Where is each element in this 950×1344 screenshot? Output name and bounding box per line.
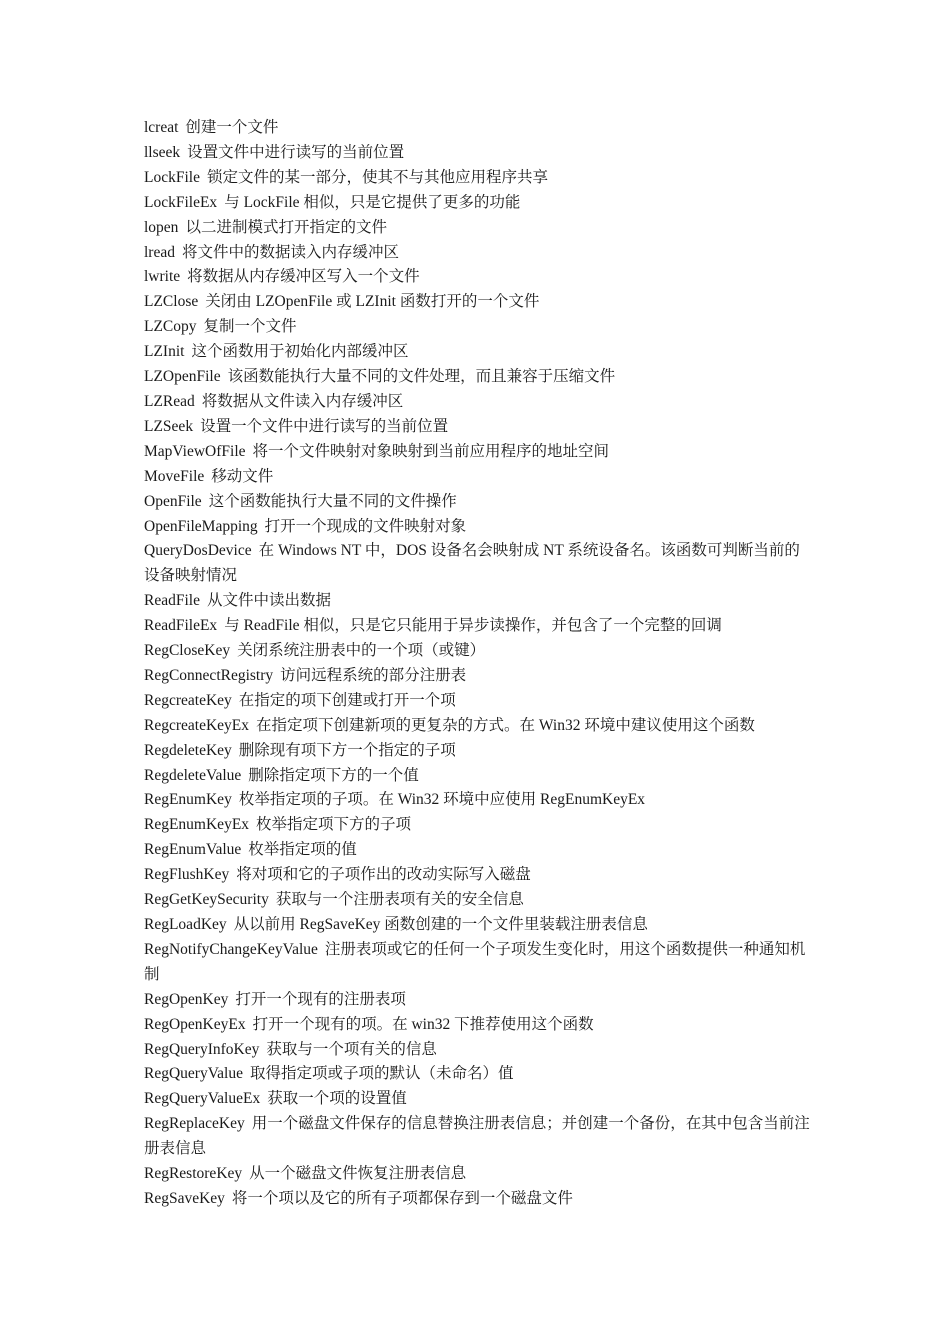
api-entry [144, 290, 812, 315]
api-entry [144, 614, 812, 639]
api-function-name: ReadFile [144, 592, 200, 610]
api-function-name: OpenFileMapping [144, 517, 258, 535]
api-entry [144, 1013, 812, 1038]
api-entry [144, 1062, 812, 1087]
api-function-description: 这个函数能执行大量不同的文件操作 [208, 492, 457, 510]
api-function-description: 获取与一个注册表项有关的安全信息 [275, 891, 524, 909]
api-function-description: 关闭系统注册表中的一个项（或键） [237, 642, 486, 660]
api-entry [144, 739, 812, 764]
api-function-description: 与 ReadFile 相似，只是它只能用于异步读操作，并包含了一个完整的回调 [224, 617, 722, 635]
api-function-name: RegRestoreKey [144, 1165, 243, 1183]
api-function-name: RegGetKeySecurity [144, 891, 269, 909]
api-function-name: RegOpenKeyEx [144, 1015, 246, 1033]
api-entry [144, 515, 812, 540]
api-function-description: 关闭由 LZOpenFile 或 LZInit 函数打开的一个文件 [205, 293, 540, 311]
api-entry [144, 913, 812, 938]
api-function-description: 打开一个现成的文件映射对象 [264, 517, 467, 535]
api-function-name: lopen [144, 218, 179, 236]
api-function-description: 在指定项下创建新项的更复杂的方式。在 Win32 环境中建议使用这个函数 [256, 716, 755, 734]
api-function-description: 枚举指定项下方的子项 [256, 816, 412, 834]
api-entry [144, 141, 812, 166]
api-function-description: 以二进制模式打开指定的文件 [185, 218, 387, 236]
api-entry [144, 1087, 812, 1112]
api-function-description: 注册表项或它的任何一个子项发生变化时，用这个函数提供一种通知机制 [144, 940, 806, 983]
api-function-description: 在 Windows NT 中，DOS 设备名会映射成 NT 系统设备名。该函数可判断当前的设备映射情况 [144, 542, 800, 585]
api-entry [144, 265, 812, 290]
api-function-name: LZRead [144, 392, 195, 410]
api-entry [144, 689, 812, 714]
api-entry [144, 589, 812, 614]
api-function-name: OpenFile [144, 492, 202, 510]
api-entry [144, 216, 812, 241]
api-function-list [144, 116, 812, 1212]
api-function-name: RegNotifyChangeKeyValue [144, 940, 318, 958]
api-function-description: 访问远程系统的部分注册表 [280, 666, 467, 684]
api-entry [144, 415, 812, 440]
api-entry [144, 938, 812, 988]
api-entry [144, 863, 812, 888]
api-function-name: RegcreateKey [144, 691, 232, 709]
api-entry [144, 1187, 812, 1212]
api-entry [144, 191, 812, 216]
api-function-description: 将数据从文件读入内存缓冲区 [201, 392, 404, 410]
api-function-description: 创建一个文件 [185, 119, 279, 136]
api-function-description: 在指定的项下创建或打开一个项 [238, 691, 456, 709]
api-function-name: LZCopy [144, 318, 197, 336]
api-function-description: 打开一个现有的注册表项 [235, 990, 406, 1008]
api-function-description: 设置一个文件中进行读写的当前位置 [200, 417, 449, 435]
api-function-name: RegdeleteKey [144, 741, 232, 759]
api-function-description: 用一个磁盘文件保存的信息替换注册表信息；并创建一个备份，在其中包含当前注册表信息 [144, 1115, 810, 1158]
api-function-name: RegConnectRegistry [144, 666, 274, 684]
api-function-description: 锁定文件的某一部分，使其不与其他应用程序共享 [206, 168, 548, 186]
api-function-description: 删除现有项下方一个指定的子项 [238, 741, 456, 759]
api-function-name: RegLoadKey [144, 916, 227, 933]
api-function-name: RegdeleteValue [144, 766, 242, 784]
api-function-description: 这个函数用于初始化内部缓冲区 [191, 343, 409, 361]
api-function-name: MoveFile [144, 467, 205, 485]
api-function-name: RegCloseKey [144, 642, 231, 660]
api-function-name: RegEnumValue [144, 841, 242, 859]
api-function-name: RegEnumKey [144, 791, 232, 809]
api-function-name: ReadFileEx [144, 617, 218, 635]
api-function-name: MapViewOfFile [144, 442, 246, 460]
api-function-description: 获取一个项的设置值 [267, 1090, 407, 1108]
api-entry [144, 1038, 812, 1063]
api-function-name: LZClose [144, 293, 199, 311]
api-function-name: QueryDosDevice [144, 542, 252, 560]
api-function-description: 与 LockFile 相似，只是它提供了更多的功能 [224, 193, 521, 211]
api-entry [144, 714, 812, 739]
api-entry [144, 813, 812, 838]
api-function-description: 枚举指定项的子项。在 Win32 环境中应使用 RegEnumKeyEx [238, 791, 646, 809]
api-function-description: 删除指定项下方的一个值 [248, 766, 419, 784]
api-function-name: LockFile [144, 168, 200, 186]
api-entry [144, 888, 812, 913]
api-function-name: llseek [144, 143, 181, 161]
api-function-description: 将数据从内存缓冲区写入一个文件 [187, 268, 420, 286]
api-function-description: 复制一个文件 [203, 318, 297, 336]
api-function-name: RegSaveKey [144, 1189, 225, 1207]
api-entry [144, 1162, 812, 1187]
api-entry [144, 539, 812, 589]
api-entry [144, 390, 812, 415]
api-function-description: 将文件中的数据读入内存缓冲区 [181, 243, 399, 261]
api-entry [144, 764, 812, 789]
api-entry [144, 639, 812, 664]
api-entry [144, 465, 812, 490]
api-function-name: RegQueryInfoKey [144, 1040, 260, 1058]
api-function-name: LockFileEx [144, 193, 218, 211]
api-function-description: 该函数能执行大量不同的文件处理，而且兼容于压缩文件 [227, 368, 616, 386]
api-function-description: 枚举指定项的值 [248, 841, 357, 859]
api-function-description: 从文件中读出数据 [206, 592, 331, 610]
api-function-name: RegEnumKeyEx [144, 816, 250, 834]
api-function-name: RegQueryValue [144, 1065, 243, 1083]
api-function-name: RegOpenKey [144, 990, 229, 1008]
api-function-description: 将对项和它的子项作出的改动实际写入磁盘 [236, 866, 531, 884]
api-function-name: RegQueryValueEx [144, 1090, 261, 1108]
api-function-name: lwrite [144, 268, 181, 286]
api-entry [144, 838, 812, 863]
api-entry [144, 1112, 812, 1162]
api-entry [144, 664, 812, 689]
api-function-name: lcreat [144, 119, 179, 136]
api-function-name: RegReplaceKey [144, 1115, 245, 1133]
api-entry [144, 241, 812, 266]
api-function-description: 获取与一个项有关的信息 [266, 1040, 437, 1058]
api-entry [144, 490, 812, 515]
api-entry [144, 365, 812, 390]
api-function-description: 移动文件 [211, 467, 274, 485]
api-function-name: LZInit [144, 343, 185, 361]
api-function-description: 将一个文件映射对象映射到当前应用程序的地址空间 [252, 442, 610, 460]
api-function-description: 从一个磁盘文件恢复注册表信息 [249, 1165, 467, 1183]
api-function-description: 设置文件中进行读写的当前位置 [187, 143, 405, 161]
api-function-description: 将一个项以及它的所有子项都保存到一个磁盘文件 [231, 1189, 573, 1207]
api-entry [144, 340, 812, 365]
api-entry [144, 988, 812, 1013]
api-function-description: 从以前用 RegSaveKey 函数创建的一个文件里装载注册表信息 [233, 916, 648, 933]
api-function-name: LZSeek [144, 417, 194, 435]
api-function-name: lread [144, 243, 175, 261]
api-entry [144, 116, 812, 141]
api-entry [144, 440, 812, 465]
api-function-name: RegFlushKey [144, 866, 230, 884]
api-function-description: 取得指定项或子项的默认（未命名）值 [250, 1065, 514, 1083]
api-function-name: LZOpenFile [144, 368, 221, 386]
api-entry [144, 788, 812, 813]
api-entry [144, 315, 812, 340]
api-function-name: RegcreateKeyEx [144, 716, 249, 734]
api-function-description: 打开一个现有的项。在 win32 下推荐使用这个函数 [252, 1015, 594, 1033]
api-entry [144, 166, 812, 191]
